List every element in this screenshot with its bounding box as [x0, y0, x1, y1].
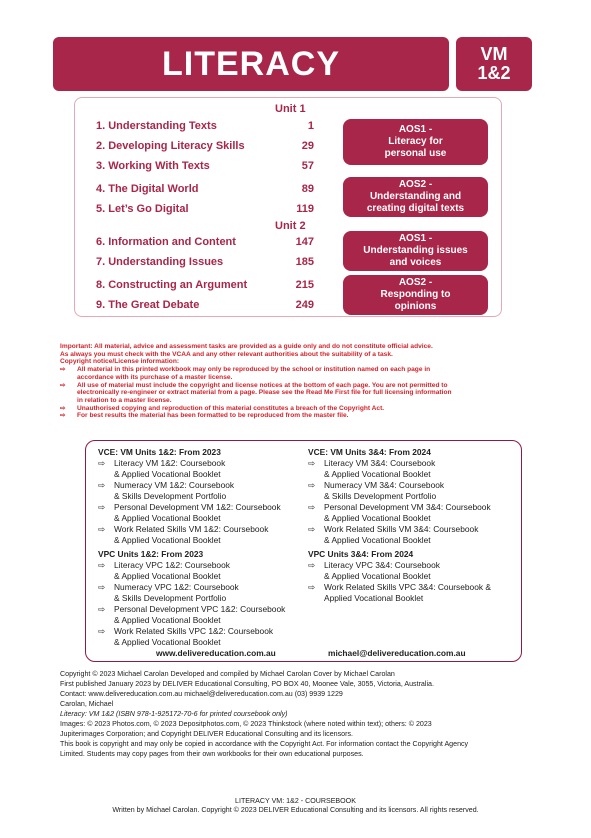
aos1-literacy-button[interactable] — [343, 119, 488, 165]
book-title: Work Related Skills VM 1&2: Coursebook — [114, 524, 269, 534]
book-subtitle: & Applied Vocational Booklet — [114, 513, 221, 523]
notice-line: All material in this printed workbook may only be reproduced by the school or institution named on each page in — [77, 366, 431, 374]
book-subtitle: & Applied Vocational Booklet — [324, 535, 431, 545]
notice-line: electronically re-engineer or extract material from a page. Please see the Read Me First file for full licensing information — [77, 389, 452, 397]
arrow-icon: ⇨ — [98, 502, 106, 512]
copyright-line: Carolan, Michael — [60, 700, 114, 708]
badge-line1: VM — [480, 44, 508, 64]
arrow-icon: ⇨ — [60, 381, 66, 389]
books-left-column — [98, 447, 313, 648]
aos-line: opinions — [394, 301, 437, 312]
book-subtitle: & Applied Vocational Booklet — [324, 513, 431, 523]
aos-line: personal use — [384, 148, 447, 159]
aos-line: AOS2 - — [398, 277, 433, 288]
copyright-line: This book is copyright and may only be copied in accordance with the Copyright Act. For information contact the Copyright Agency — [60, 740, 469, 748]
book-subtitle: & Applied Vocational Booklet — [114, 535, 221, 545]
toc-item-page: 89 — [301, 183, 314, 195]
books-panel — [85, 440, 522, 662]
toc-item-page: 57 — [301, 160, 314, 172]
book-title: Personal Development VPC 1&2: Coursebook — [114, 604, 286, 614]
aos-line: AOS1 - — [398, 233, 433, 244]
copyright-line: Literacy: VM 1&2 (ISBN 978-1-925172-70-6 for printed coursebook only) — [60, 710, 288, 718]
footer-copyright: Written by Michael Carolan. Copyright © 2023 DELIVER Educational Consulting and its licensors. All rights reserved. — [112, 806, 479, 814]
footer-title: LITERACY VM: 1&2 - COURSEBOOK — [235, 797, 356, 805]
books-right-column — [308, 447, 518, 604]
arrow-icon: ⇨ — [98, 560, 106, 570]
notice-line: For best results the material has been formatted to be reproduced from the master file. — [77, 412, 349, 420]
toc-item-label: 3. Working With Texts — [96, 160, 210, 172]
book-subtitle: & Skills Development Portfolio — [324, 491, 437, 501]
arrow-icon: ⇨ — [308, 480, 316, 490]
toc-item-label: 6. Information and Content — [96, 236, 236, 248]
copyright-line: Limited. Students may copy pages from their own workbooks for their own educational purposes. — [60, 750, 364, 758]
series-heading: VPC Units 1&2: From 2023 — [98, 549, 204, 559]
badge-line2: 1&2 — [477, 63, 511, 83]
toc-item[interactable] — [96, 183, 314, 195]
arrow-icon: ⇨ — [98, 582, 106, 592]
aos-line: Understanding issues — [363, 245, 468, 256]
book-subtitle: & Skills Development Portfolio — [114, 491, 227, 501]
series-heading: VCE: VM Units 3&4: From 2024 — [308, 447, 431, 457]
copyright-block — [60, 669, 540, 759]
notice-line: in relation to a master license. — [77, 396, 172, 404]
book-title: Literacy VPC 1&2: Coursebook — [114, 560, 230, 570]
book-title: Numeracy VPC 1&2: Coursebook — [114, 582, 239, 592]
book-title: Numeracy VM 1&2: Coursebook — [114, 480, 235, 490]
book-subtitle: & Applied Vocational Booklet — [324, 469, 431, 479]
toc-item-label: 5. Let’s Go Digital — [96, 203, 189, 215]
toc-item-label: 9. The Great Debate — [96, 299, 200, 311]
aos-line: Understanding and — [369, 191, 462, 202]
toc-item-page: 147 — [295, 236, 314, 248]
toc-item[interactable] — [96, 160, 314, 172]
aos-line: AOS2 - — [398, 179, 433, 190]
notice-line: Copyright notice/License information: — [60, 358, 180, 366]
unit-1-heading: Unit 1 — [275, 103, 306, 115]
arrow-icon: ⇨ — [308, 524, 316, 534]
aos-line: creating digital texts — [366, 203, 465, 214]
copyright-line: Images: © 2023 Photos.com, © 2023 Depositphotos.com, © 2023 Thinkstock (where noted within text); others: © 2023 — [60, 720, 432, 728]
copyright-line: Jupiterimages Corporation; and Copyright DELIVER Educational Consulting and its licensors. — [60, 730, 353, 738]
arrow-icon: ⇨ — [60, 412, 66, 420]
notice-line: As always you must check with the VCAA and any other relevant authorities about the suitability of a task. — [60, 350, 393, 358]
page-title: LITERACY — [53, 37, 449, 91]
arrow-icon: ⇨ — [98, 524, 106, 534]
level-badge — [456, 37, 532, 91]
arrow-icon: ⇨ — [308, 560, 316, 570]
book-title: Literacy VPC 3&4: Coursebook — [324, 560, 440, 570]
book-title: Literacy VM 3&4: Coursebook — [324, 458, 436, 468]
series-heading: VCE: VM Units 1&2: From 2023 — [98, 447, 221, 457]
book-title: Numeracy VM 3&4: Coursebook — [324, 480, 445, 490]
website-link[interactable]: www.delivereducation.com.au — [156, 648, 276, 658]
toc-item-page: 119 — [296, 203, 314, 215]
copyright-line: Copyright © 2023 Michael Carolan Developed and compiled by Michael Carolan Cover by Michael Carolan — [60, 670, 395, 678]
notice-line: Unauthorised copying and reproduction of this material constitutes a breach of the Copyright Act. — [77, 404, 385, 412]
toc-item[interactable] — [96, 120, 314, 132]
aos1-issues-button[interactable] — [343, 231, 488, 271]
notice-line: Important: All material, advice and assessment tasks are provided as a guide only and do not constitute official advice. — [60, 343, 433, 350]
arrow-icon: ⇨ — [308, 582, 316, 592]
notice-line: accordance with its purchase of a master license. — [77, 373, 233, 381]
unit-2-heading: Unit 2 — [275, 220, 306, 232]
toc-item[interactable] — [96, 279, 314, 291]
email-link[interactable]: michael@delivereducation.com.au — [328, 648, 466, 658]
toc-item-label: 8. Constructing an Argument — [96, 279, 248, 291]
arrow-icon: ⇨ — [60, 366, 66, 374]
toc-item[interactable] — [96, 140, 314, 152]
arrow-icon: ⇨ — [98, 480, 106, 490]
arrow-icon: ⇨ — [60, 404, 66, 412]
aos-line: and voices — [389, 257, 442, 268]
toc-item-page: 249 — [295, 299, 314, 311]
aos-line: Literacy for — [388, 136, 443, 147]
aos2-opinions-button[interactable] — [343, 275, 488, 315]
book-subtitle: Applied Vocational Booklet — [324, 593, 424, 603]
book-subtitle: & Applied Vocational Booklet — [114, 615, 221, 625]
arrow-icon: ⇨ — [308, 502, 316, 512]
book-subtitle: & Applied Vocational Booklet — [114, 469, 221, 479]
toc-item-page: 185 — [295, 256, 314, 268]
toc-item-label: 1. Understanding Texts — [96, 120, 217, 132]
book-title: Personal Development VM 3&4: Coursebook — [324, 502, 491, 512]
arrow-icon: ⇨ — [98, 626, 106, 636]
book-title: Work Related Skills VPC 1&2: Coursebook — [114, 626, 274, 636]
copyright-line: Contact: www.delivereducation.com.au michael@delivereducation.com.au (03) 9939 1229 — [60, 690, 343, 698]
book-title: Work Related Skills VM 3&4: Coursebook — [324, 524, 479, 534]
toc-item-page: 1 — [307, 120, 314, 132]
toc-item[interactable] — [96, 256, 314, 268]
arrow-icon: ⇨ — [98, 604, 106, 614]
toc-item-label: 7. Understanding Issues — [96, 256, 224, 268]
arrow-icon: ⇨ — [98, 458, 106, 468]
copyright-line: First published January 2023 by DELIVER Educational Consulting, PO BOX 40, Moonee Vale, 3055, Victoria, Australia. — [60, 680, 434, 688]
toc-item-page: 29 — [301, 140, 314, 152]
toc-item-page: 215 — [295, 279, 314, 291]
book-subtitle: & Applied Vocational Booklet — [114, 637, 221, 647]
toc-item[interactable] — [96, 203, 314, 215]
book-title: Work Related Skills VPC 3&4: Coursebook & — [324, 582, 491, 592]
toc-item[interactable] — [96, 299, 314, 311]
book-title: Personal Development VM 1&2: Coursebook — [114, 502, 281, 512]
aos2-digital-button[interactable] — [343, 177, 488, 217]
book-subtitle: & Skills Development Portfolio — [114, 593, 227, 603]
notice-line: All use of material must include the copyright and license notices at the bottom of each page. You are not permitted to — [77, 381, 448, 389]
book-subtitle: & Applied Vocational Booklet — [324, 571, 431, 581]
series-heading: VPC Units 3&4: From 2024 — [308, 549, 414, 559]
aos-line: AOS1 - — [398, 124, 433, 135]
book-title: Literacy VM 1&2: Coursebook — [114, 458, 226, 468]
arrow-icon: ⇨ — [308, 458, 316, 468]
toc-item[interactable] — [96, 236, 314, 248]
book-subtitle: & Applied Vocational Booklet — [114, 571, 221, 581]
toc-item-label: 4. The Digital World — [96, 183, 199, 195]
toc-item-label: 2. Developing Literacy Skills — [96, 140, 245, 152]
aos-line: Responding to — [380, 289, 451, 300]
copyright-notice — [60, 343, 560, 420]
